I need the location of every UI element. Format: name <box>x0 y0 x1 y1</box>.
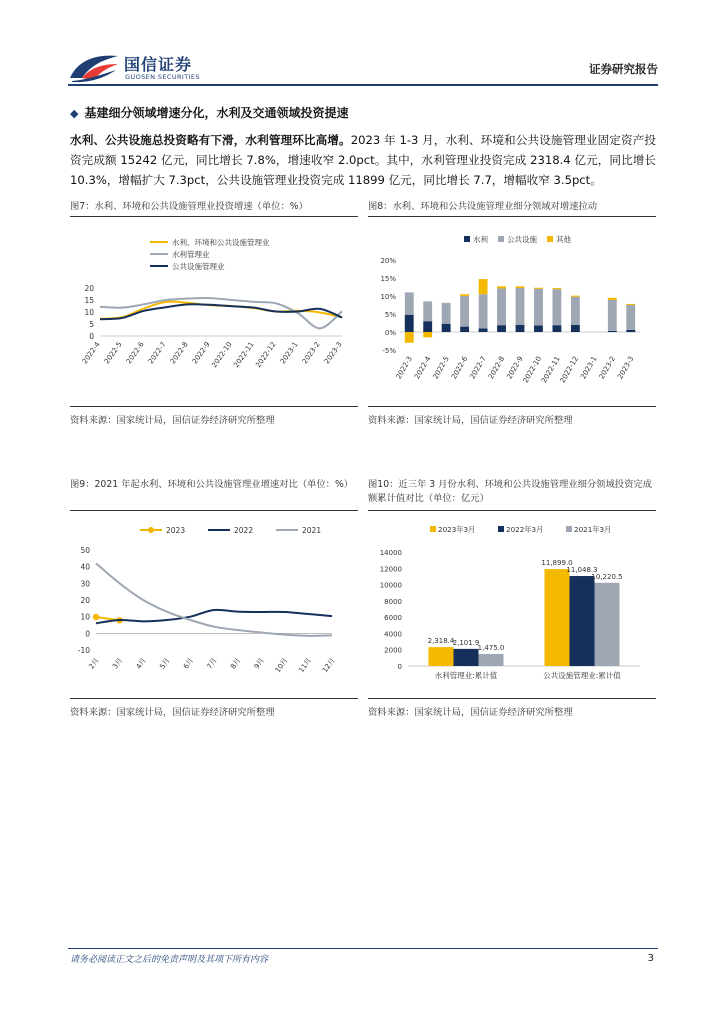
figure-7 <box>70 200 358 214</box>
x-tick-label: 2023-3 <box>616 355 636 381</box>
x-tick-label: 6月 <box>181 656 196 671</box>
bar-segment <box>552 325 561 332</box>
bar-segment <box>608 331 617 332</box>
x-tick-label: 2022-5 <box>102 340 124 366</box>
y-tick-label: 20% <box>380 257 396 265</box>
x-tick-label: 2022-12 <box>558 355 581 385</box>
y-tick-label: -5% <box>382 347 396 355</box>
section-title-text: 基建细分领域增速分化，水利及交通领域投资提速 <box>84 106 349 120</box>
y-tick-label: 10 <box>84 308 94 317</box>
legend-swatch-2 <box>566 526 572 532</box>
legend-label-0: 水利、环境和公共设施管理业 <box>172 238 270 247</box>
y-tick-label: 10 <box>80 612 90 622</box>
x-tick-label: 2023-1 <box>278 340 300 366</box>
bar <box>595 583 620 666</box>
bar <box>454 649 479 666</box>
legend-label-1: 2022 <box>234 526 254 535</box>
x-tick-label: 5月 <box>158 656 172 671</box>
bar-segment <box>497 288 506 325</box>
figure-10-chart <box>368 514 656 694</box>
x-tick-label: 4月 <box>134 656 148 671</box>
bar-segment <box>479 328 488 332</box>
x-tick-label: 9月 <box>252 656 266 671</box>
footer-disclaimer: 请务必阅读正文之后的免责声明及其项下所有内容 <box>70 955 269 965</box>
y-tick-label: 15 <box>84 296 94 305</box>
bar-segment <box>552 288 561 289</box>
legend-swatch-1 <box>498 236 504 242</box>
x-tick-label: 3月 <box>111 656 125 671</box>
y-tick-label: 30 <box>80 579 90 589</box>
bar-segment <box>534 326 543 332</box>
y-tick-label: 0 <box>397 663 402 671</box>
bar-segment <box>405 332 414 343</box>
data-label: 2,318.4 <box>427 637 455 646</box>
figure-9-chart <box>70 514 358 694</box>
figure-9-bottom-rule <box>70 698 358 699</box>
paragraph-body: 2023 年 1-3 月，水利、环境和公共设施管理业固定资产投资完成额 15242 亿元，同比增长 7.8%，增速收窄 2.0pct。其中，水利管理业投资完成 2318.4 亿元，同比增长 10.3%，增幅扩大 7.3pct，公共设施管理业投资完成 11899 亿元，同比增长 7.7，增幅收窄 3.5pct。 <box>70 133 656 187</box>
figure-7-source: 资料来源：国家统计局，国信证券经济研究所整理 <box>70 415 275 426</box>
x-tick-label: 2022-12 <box>254 340 278 370</box>
y-tick-label: 5 <box>89 320 94 329</box>
bar-segment <box>442 303 451 324</box>
x-tick-label: 2022-11 <box>540 355 562 385</box>
bar-segment <box>626 330 635 332</box>
y-tick-label: 0 <box>85 629 90 639</box>
logo-chinese-name: 国信证券 <box>124 55 193 74</box>
y-tick-label: 4000 <box>384 630 402 639</box>
bar-segment <box>534 289 543 326</box>
body-paragraph <box>70 130 656 190</box>
bar-segment <box>479 279 488 294</box>
figure-8-bottom-rule <box>368 406 656 407</box>
data-label: 10,220.5 <box>591 572 623 581</box>
series-line-1 <box>96 610 332 624</box>
bar-segment <box>516 325 525 332</box>
bar-segment <box>571 325 580 332</box>
guosen-logo <box>68 52 228 84</box>
x-tick-label: 8月 <box>229 656 243 671</box>
y-tick-label: 40 <box>80 562 90 572</box>
x-tick-label: 2022-3 <box>394 355 414 381</box>
x-tick-label: 2023-3 <box>322 340 344 366</box>
bar-segment <box>442 324 451 332</box>
bar-segment <box>608 298 617 300</box>
x-tick-label: 10月 <box>273 656 290 675</box>
bar-segment <box>423 332 432 337</box>
x-tick-label: 2022-9 <box>190 340 212 366</box>
y-tick-label: 14000 <box>379 549 402 557</box>
diamond-bullet-icon: ◆ <box>70 107 79 120</box>
legend-label-2: 2021年3月 <box>574 525 612 534</box>
figure-9-top-rule <box>70 510 358 511</box>
figure-7-bottom-rule <box>70 406 358 407</box>
series-point <box>93 614 99 620</box>
x-tick-label: 2023-1 <box>579 355 599 381</box>
legend-label-1: 水利管理业 <box>172 250 210 259</box>
guosen-logo-icon <box>68 52 120 84</box>
x-tick-label: 2022-7 <box>146 340 168 366</box>
x-tick-label: 11月 <box>297 656 314 675</box>
data-label: 11,899.0 <box>541 559 573 568</box>
bar-segment <box>460 327 469 332</box>
y-tick-label: 0 <box>89 332 94 341</box>
legend-swatch-1 <box>498 526 504 532</box>
x-category-label: 公共设施管理业:累计值 <box>543 671 621 680</box>
bar <box>429 647 454 666</box>
legend-label-1: 2022年3月 <box>506 525 544 534</box>
legend-label-1: 公共设施 <box>507 235 537 244</box>
y-tick-label: 20 <box>84 284 94 293</box>
bar-segment <box>608 300 617 331</box>
bar-segment <box>571 297 580 325</box>
figure-7-top-rule <box>70 216 358 217</box>
figure-7-chart <box>70 220 358 400</box>
page-number: 3 <box>647 953 654 964</box>
figure-8-source: 资料来源：国家统计局，国信证券经济研究所整理 <box>368 415 573 426</box>
y-tick-label: 6000 <box>384 614 402 623</box>
bar-segment <box>460 294 469 296</box>
figure-10-source: 资料来源：国家统计局，国信证券经济研究所整理 <box>368 707 573 718</box>
bar-segment <box>460 296 469 327</box>
bar-segment <box>405 292 414 314</box>
report-type-label: 证券研究报告 <box>589 62 658 76</box>
series-line-2 <box>96 563 332 636</box>
legend-label-0: 2023 <box>166 526 186 535</box>
figure-10-top-rule <box>368 510 656 511</box>
bar-segment <box>571 296 580 297</box>
x-tick-label: 2022-4 <box>413 355 433 381</box>
legend-label-2: 2021 <box>302 526 322 535</box>
x-tick-label: 2022-7 <box>468 355 488 381</box>
figure-10-title: 图10：近三年 3 月份水利、环境和公共设施管理业细分领域投资完成额累计值对比（单位：亿元） <box>368 479 652 504</box>
x-tick-label: 2022-9 <box>505 355 525 381</box>
y-tick-label: -10 <box>77 646 90 655</box>
figure-9-title: 图9：2021 年起水利、环境和公共设施管理业增速对比（单位：%） <box>70 479 354 490</box>
y-tick-label: 5% <box>384 311 396 319</box>
bar-segment <box>497 325 506 332</box>
bar-segment <box>626 305 635 330</box>
legend-swatch-0 <box>430 526 436 532</box>
data-label: 2,101.9 <box>452 638 480 647</box>
bar-segment <box>552 289 561 325</box>
bar-segment <box>405 315 414 332</box>
x-tick-label: 2022-8 <box>168 340 190 366</box>
x-tick-label: 2022-8 <box>486 355 507 381</box>
x-tick-label: 2022-10 <box>521 355 544 385</box>
legend-label-0: 2023年3月 <box>438 525 476 534</box>
y-tick-label: 10% <box>380 293 396 301</box>
bar-segment <box>423 301 432 321</box>
x-tick-label: 2022-4 <box>80 340 102 366</box>
y-tick-label: 20 <box>80 596 90 605</box>
x-tick-label: 2月 <box>87 656 101 671</box>
bar <box>545 569 570 666</box>
figure-10-bottom-rule <box>368 698 656 699</box>
bar-segment <box>423 321 432 332</box>
y-tick-label: 15% <box>380 275 396 283</box>
section-title <box>70 104 348 121</box>
bar-segment <box>516 286 525 288</box>
x-tick-label: 2022-11 <box>232 340 256 370</box>
x-tick-label: 2022-6 <box>450 355 470 381</box>
bar <box>479 654 504 666</box>
bar-segment <box>516 288 525 325</box>
figure-9 <box>70 478 356 492</box>
header-divider <box>68 84 658 86</box>
legend-label-0: 水利 <box>473 235 488 244</box>
x-tick-label: 7月 <box>205 656 219 671</box>
logo-english-name: GUOSEN SECURITIES <box>125 73 200 81</box>
figure-7-title: 图7：水利、环境和公共设施管理业投资增速（单位：%） <box>70 201 308 212</box>
y-tick-label: 12000 <box>379 565 402 574</box>
y-tick-label: 0% <box>384 329 396 337</box>
x-tick-label: 2023-2 <box>597 355 618 381</box>
bar <box>570 576 595 666</box>
figure-8-top-rule <box>368 216 656 217</box>
bar-segment <box>626 304 635 305</box>
bar-segment <box>479 294 488 328</box>
x-tick-label: 2023-2 <box>300 340 322 366</box>
y-tick-label: 8000 <box>384 597 402 606</box>
figure-8-title: 图8：水利、环境和公共设施管理业细分领域对增速拉动 <box>368 201 598 212</box>
paragraph-lead: 水利、公共设施总投资略有下滑，水利管理环比高增。 <box>70 133 351 147</box>
y-tick-label: 2000 <box>384 646 402 655</box>
footer-divider <box>68 948 658 949</box>
page-header <box>68 52 658 86</box>
bar-segment <box>534 288 543 289</box>
legend-label-2: 其他 <box>556 235 571 244</box>
figure-8 <box>368 200 656 214</box>
y-tick-label: 10000 <box>379 581 402 590</box>
x-tick-label: 12月 <box>320 656 337 675</box>
bar-segment <box>497 286 506 288</box>
x-tick-label: 2022-6 <box>124 340 146 366</box>
data-label: 1,475.0 <box>477 643 505 652</box>
legend-marker-0 <box>148 527 154 533</box>
figure-9-source: 资料来源：国家统计局，国信证券经济研究所整理 <box>70 707 275 718</box>
figure-8-chart <box>368 220 656 400</box>
x-category-label: 水利管理业:累计值 <box>434 671 498 680</box>
data-label: 11,048.3 <box>566 566 598 575</box>
legend-label-2: 公共设施管理业 <box>172 262 225 271</box>
y-tick-label: 50 <box>80 546 90 555</box>
figure-10 <box>368 478 658 506</box>
x-tick-label: 2022-10 <box>210 340 234 370</box>
legend-swatch-0 <box>464 236 470 242</box>
legend-swatch-2 <box>547 236 553 242</box>
x-tick-label: 2022-5 <box>431 355 451 381</box>
